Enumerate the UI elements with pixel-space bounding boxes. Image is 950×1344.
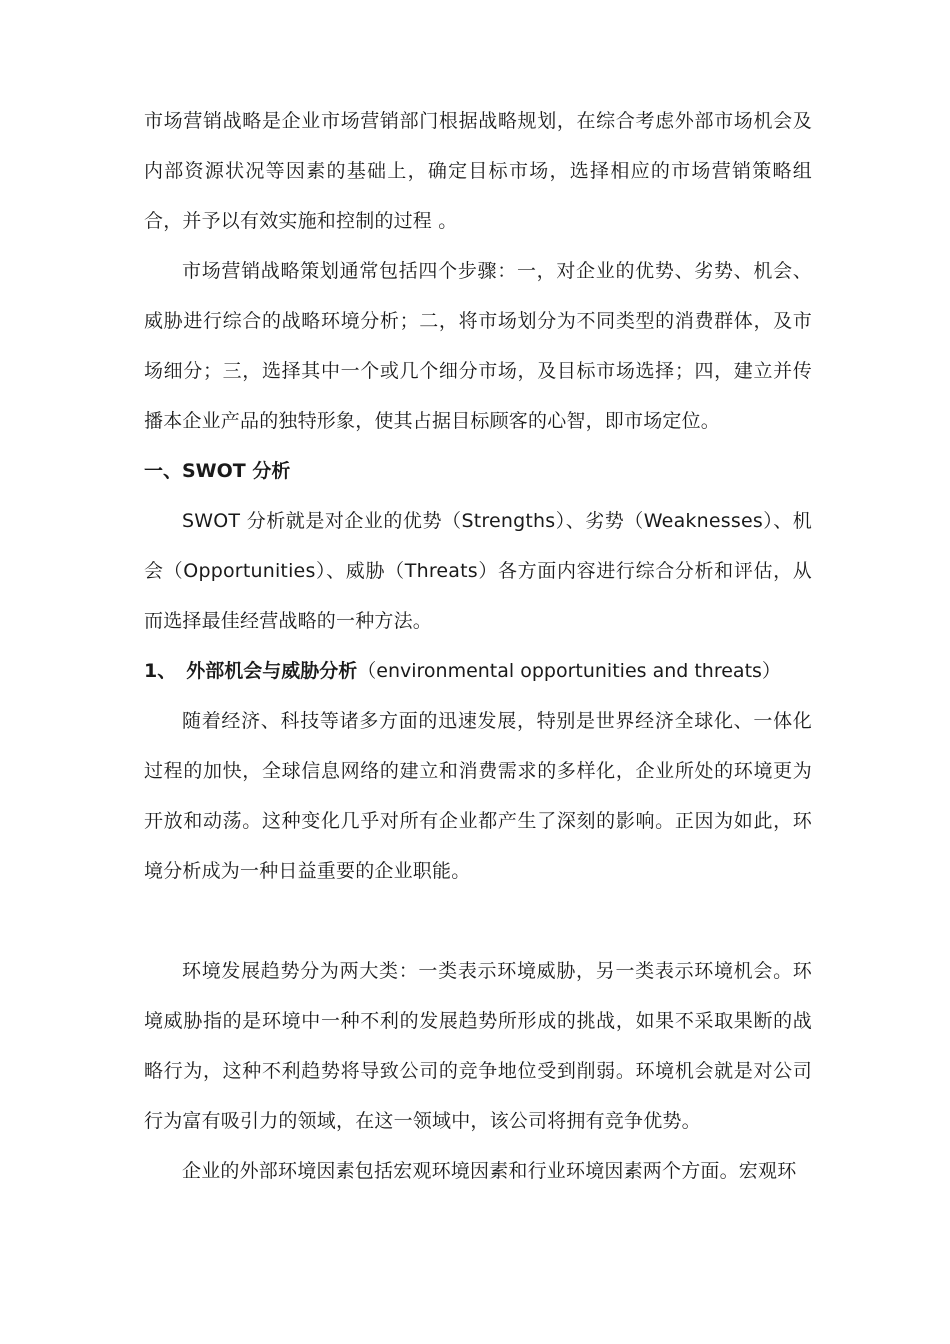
blank-line (144, 896, 812, 946)
paragraph-threats-opportunities: 环境发展趋势分为两大类：一类表示环境威胁，另一类表示环境机会。环境威胁指的是环境中一种不利的发展趋势所形成的挑战，如果不采取果断的战略行为，这种不利趋势将导致公司的竞争地位受到削弱。环境机会就是对公司行为富有吸引力的领域，在这一领域中，该公司将拥有竞争优势。 (144, 960, 812, 1132)
paragraph-swot-definition: SWOT 分析就是对企业的优势（Strengths）、劣势（Weaknesses）、机会（Opportunities）、威胁（Threats）各方面内容进行综合分析和评估，从而选择最佳经营战略的一种方法。 (144, 510, 812, 632)
paragraph-environment-change: 随着经济、科技等诸多方面的迅速发展，特别是世界经济全球化、一体化过程的加快，全球信息网络的建立和消费需求的多样化，企业所处的环境更为开放和动荡。这种变化几乎对所有企业都产生了深刻的影响。正因为如此，环境分析成为一种日益重要的企业职能。 (144, 710, 812, 882)
document-body (144, 96, 812, 1196)
subsection-number: 1、 (144, 660, 177, 682)
subsection-title: 外部机会与威胁分析 (186, 660, 358, 682)
paragraph-four-steps: 市场营销战略策划通常包括四个步骤：一，对企业的优势、劣势、机会、威胁进行综合的战略环境分析；二，将市场划分为不同类型的消费群体，及市场细分；三，选择其中一个或几个细分市场，及目标市场选择；四，建立并传播本企业产品的独特形象，使其占据目标顾客的心智，即市场定位。 (144, 260, 812, 432)
subsection-english-title: （environmental opportunities and threats） (357, 660, 781, 682)
subsection-heading-external (144, 646, 812, 696)
paragraph-external-factors: 企业的外部环境因素包括宏观环境因素和行业环境因素两个方面。宏观环 (182, 1160, 797, 1182)
section-heading-swot: 一、SWOT 分析 (144, 460, 291, 482)
paragraph-marketing-strategy-definition: 市场营销战略是企业市场营销部门根据战略规划，在综合考虑外部市场机会及内部资源状况等因素的基础上，确定目标市场，选择相应的市场营销策略组合，并予以有效实施和控制的过程 。 (144, 110, 812, 232)
